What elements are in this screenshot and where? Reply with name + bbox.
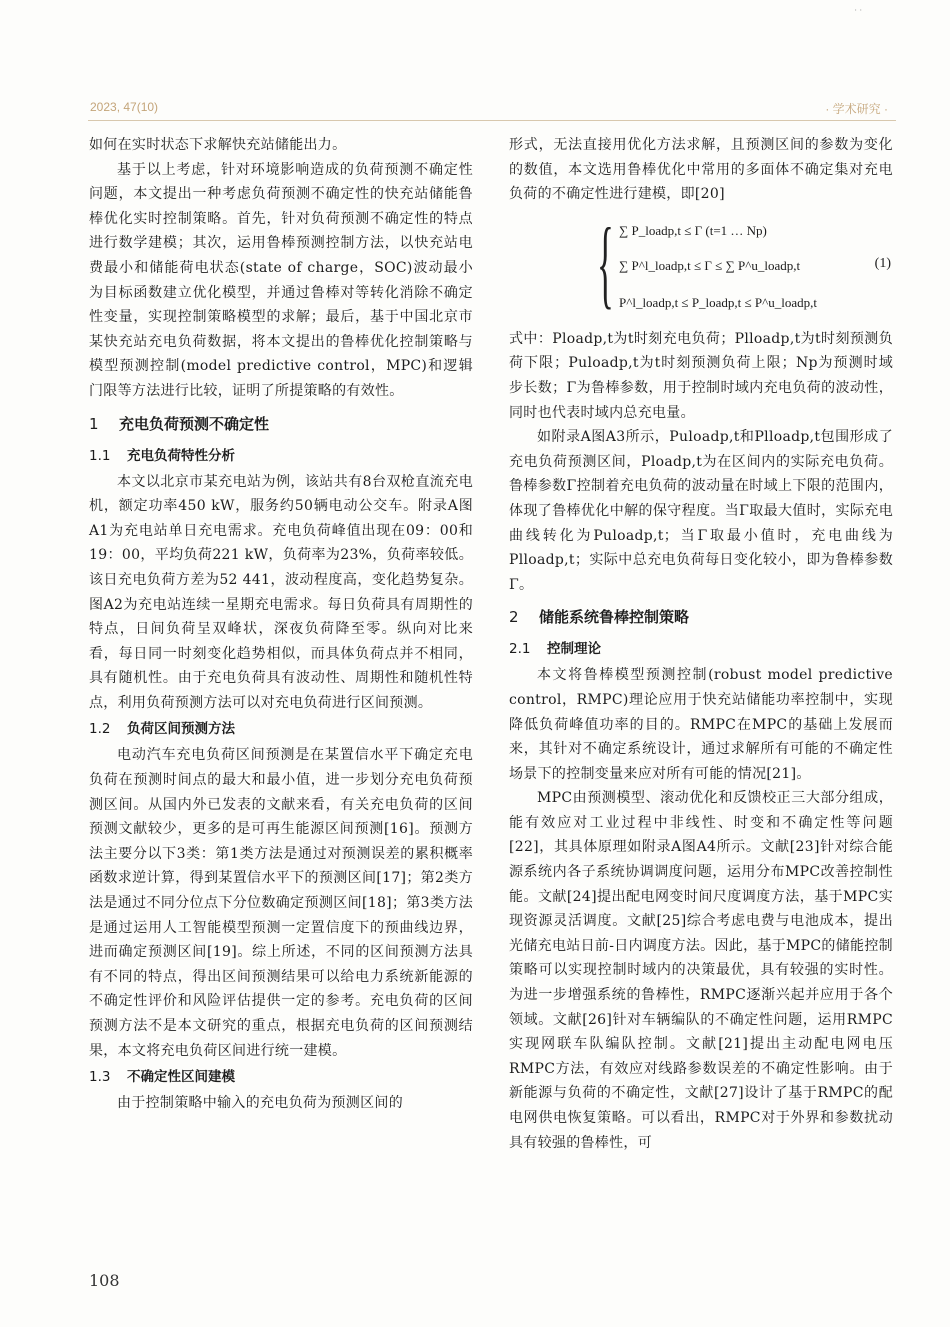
subsection-heading xyxy=(89,1065,473,1089)
paragraph: 基于以上考虑，针对环境影响造成的负荷预测不确定性问题，本文提出一种考虑负荷预测不确定性的快充站储能鲁棒优化实时控制策略。首先，针对负荷预测不确定性的特点进行数学建模；其次，运用鲁棒预测控制方法，以快充站电费最小和储能荷电状态(state of charge，SOC)波动最小为目标函数建立优化模型，并通过鲁棒对等转化消除不确定性变量，实现控制策略模型的求解；最后，基于中国北京市某快充站充电负荷数据，将本文提出的鲁棒优化控制策略与模型预测控制(model predictive control，MPC)和逻辑门限等方法进行比较，证明了所提策略的有效性。 xyxy=(89,161,473,399)
subsection-title: 控制理论 xyxy=(547,641,601,658)
journal-issue: 2023, 47(10) xyxy=(90,100,159,114)
header-rule xyxy=(88,120,896,121)
paragraph: 如何在实时状态下求解快充站储能出力。 xyxy=(89,137,347,153)
paragraph: 由于控制策略中输入的充电负荷为预测区间的 xyxy=(117,1095,403,1112)
paragraph: 电动汽车充电负荷区间预测是在某置信水平下确定充电负荷在预测时间点的最大和最小值，进一步划分充电负荷预测区间。从国内外已发表的文献来看，有关充电负荷的区间预测文献较少，更多的是可再生能源区间预测[16]。预测方法主要分以下3类：第1类方法是通过对预测误差的累积概率函数求逆计算，得到某置信水平下的预测区间[17]；第2类方法是通过不同分位点下分位数确定预测区间[18]；第3类方法是通过运用人工智能模型预测一定置信度下的预曲线边界，进而确定预测区间[19]。综上所述，不同的区间预测方法具有不同的特点，得出区间预测结果可以给电力系统新能源的不确定性评价和风险评估提供一定的参考。充电负荷的区间预测方法不是本文研究的重点，根据充电负荷的区间预测结果，本文将充电负荷区间进行统一建模。 xyxy=(89,747,473,1059)
right-column xyxy=(509,133,893,1155)
subsection-title: 负荷区间预测方法 xyxy=(127,721,235,738)
equation-line: ∑ P_loadp,t ≤ Γ (t=1 … Np) xyxy=(619,222,767,238)
subsection-title: 不确定性区间建模 xyxy=(127,1069,235,1086)
left-column xyxy=(89,133,473,1116)
paragraph: 如附录A图A3所示，Puloadp,t和Plloadp,t包围形成了充电负荷预测区间，Ploadp,t为在区间内的实际充电负荷。鲁棒参数Γ控制着充电负荷的波动量在时域上下限的范围内，体现了鲁棒优化中解的保守程度。当Γ取最大值时，实际充电曲线转化为Puloadp,t；当Γ取最小值时，充电曲线为Plloadp,t；实际中总充电负荷每日变化较小，即为鲁棒参数Γ。 xyxy=(509,429,893,593)
corner-mark: · · xyxy=(854,6,862,15)
section-title: 充电负荷预测不确定性 xyxy=(119,414,270,433)
equation-line: ∑ P^l_loadp,t ≤ Γ ≤ ∑ P^u_loadp,t xyxy=(619,257,801,273)
subsection-number: 1.1 xyxy=(89,447,111,464)
equation-number: (1) xyxy=(874,255,891,271)
subsection-number: 2.1 xyxy=(509,641,531,658)
section-label: · 学术研究 · xyxy=(825,102,888,116)
section-heading xyxy=(509,605,893,629)
subsection-title: 充电负荷特性分析 xyxy=(127,447,235,464)
paragraph: 形式，无法直接用优化方法求解，且预测区间的参数为变化的数值，本文选用鲁棒优化中常用的多面体不确定集对充电负荷的不确定性进行建模，即[20] xyxy=(509,137,893,203)
equation-line: P^l_loadp,t ≤ P_loadp,t ≤ P^u_loadp,t xyxy=(619,294,818,310)
subsection-number: 1.2 xyxy=(89,721,111,738)
paragraph: 本文以北京市某充电站为例，该站共有8台双枪直流充电机，额定功率450 kW，服务约50辆电动公交车。附录A图A1为充电站单日充电需求。充电负荷峰值出现在09：00和19：00，平均负荷221 kW，负荷率为23%，负荷率较低。该日充电负荷方差为52 441，波动程度高，变化趋势复杂。图A2为充电站连续一星期充电需求。每日负荷具有周期性的特点，日间负荷呈双峰状，深夜负荷降至零。纵向对比来看，每日同一时刻变化趋势相似，而具体负荷点并不相同，具有随机性。由于充电负荷具有波动性、周期性和随机性特点，利用负荷预测方法可以对充电负荷进行区间预测。 xyxy=(89,473,473,711)
paragraph: 本文将鲁棒模型预测控制(robust model predictive control，RMPC)理论应用于快充站储能功率控制中，实现降低负荷峰值功率的目的。RMPC在MPC的基础上发展而来，其针对不确定系统设计，通过求解所有可能的不确定性场景下的控制变量来应对所有可能的情况[21]。 xyxy=(509,667,893,782)
section-number: 1 xyxy=(89,414,99,433)
subsection-heading xyxy=(89,717,473,741)
left-brace-icon: { xyxy=(597,206,614,318)
section-number: 2 xyxy=(509,608,519,627)
page-number: 108 xyxy=(89,1271,120,1290)
section-heading xyxy=(89,412,473,436)
subsection-heading xyxy=(509,637,893,661)
equation-1 xyxy=(509,206,893,323)
paragraph: MPC由预测模型、滚动优化和反馈校正三大部分组成，能有效应对工业过程中非线性、时变和不确定性等问题[22]，其具体原理如附录A图A4所示。文献[23]针对综合能源系统内各子系统协调调度问题，运用分布MPC改善控制性能。文献[24]提出配电网变时间尺度调度方法，基于MPC实现资源灵活调度。文献[25]综合考虑电费与电池成本，提出光储充电站日前-日内调度方法。因此，基于MPC的储能控制策略可以实现控制时域内的决策最优，具有较强的实时性。为进一步增强系统的鲁棒性，RMPC逐渐兴起并应用于各个领域。文献[26]针对车辆编队的不确定性问题，运用RMPC实现网联车队编队控制。文献[21]提出主动配电网电压RMPC方法，有效应对线路参数误差的不确定性影响。由于新能源与负荷的不确定性，文献[27]设计了基于RMPC的配电网供电恢复策略。可以看出，RMPC对于外界和参数扰动具有较强的鲁棒性，可 xyxy=(509,790,893,1151)
paragraph: 式中：Ploadp,t为t时刻充电负荷；Plloadp,t为t时刻预测负荷下限；Puloadp,t为t时刻预测负荷上限；Np为预测时域步长数；Γ为鲁棒参数，用于控制时域内充电负荷的波动性，同时也代表时域内总充电量。 xyxy=(509,330,893,421)
subsection-heading xyxy=(89,444,473,468)
section-title: 储能系统鲁棒控制策略 xyxy=(539,608,690,627)
subsection-number: 1.3 xyxy=(89,1069,111,1086)
